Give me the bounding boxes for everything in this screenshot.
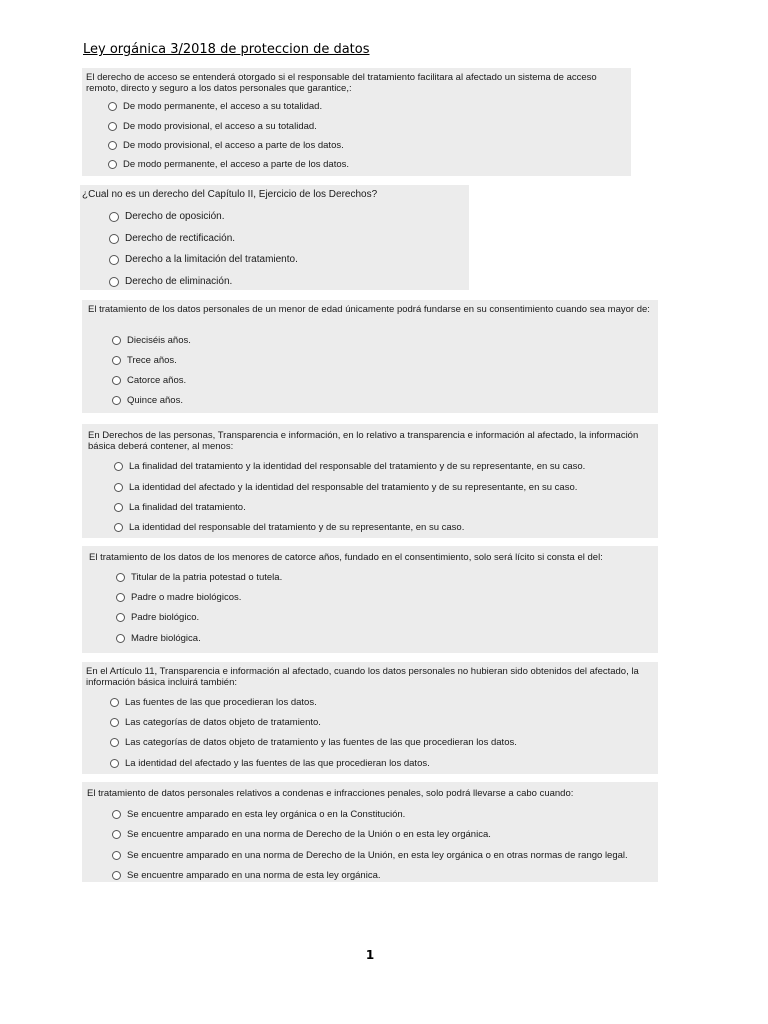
option-4b[interactable] — [114, 482, 577, 493]
option-6b[interactable] — [110, 717, 321, 728]
option-label: Padre biológico. — [131, 612, 200, 623]
option-label: Las categorías de datos objeto de tratamiento y las fuentes de las que procedieran los datos. — [125, 737, 517, 748]
option-label: Se encuentre amparado en esta ley orgánica o en la Constitución. — [127, 809, 406, 820]
option-7d[interactable] — [112, 870, 381, 881]
option-7a[interactable] — [112, 809, 405, 820]
option-label: La identidad del afectado y la identidad del responsable del tratamiento y de su representante, en su caso. — [129, 482, 578, 493]
option-label: Las categorías de datos objeto de tratamiento. — [125, 717, 321, 728]
option-6d[interactable] — [110, 758, 430, 769]
option-label: La identidad del afectado y las fuentes de las que procedieran los datos. — [125, 758, 430, 769]
question-2 — [80, 185, 469, 290]
radio-button[interactable] — [112, 871, 121, 880]
question-text: El tratamiento de los datos personales de un menor de edad únicamente podrá fundarse en su consentimiento cuando sea mayor de: — [88, 304, 650, 315]
option-5a[interactable] — [116, 572, 282, 583]
option-6a[interactable] — [110, 697, 317, 708]
radio-button[interactable] — [110, 718, 119, 727]
radio-button[interactable] — [112, 356, 121, 365]
radio-button[interactable] — [110, 738, 119, 747]
question-text: El derecho de acceso se entenderá otorgado si el responsable del tratamiento facilitara al afectado un sistema de acceso remoto, directo y seguro a los datos personales que garantice,: — [86, 72, 597, 94]
radio-button[interactable] — [110, 759, 119, 768]
option-label: Se encuentre amparado en una norma de Derecho de la Unión, en esta ley orgánica o en otras normas de rango legal. — [127, 850, 628, 861]
option-2a[interactable] — [109, 211, 225, 222]
option-label: Dieciséis años. — [127, 335, 191, 346]
option-7c[interactable] — [112, 850, 628, 861]
option-label: De modo provisional, el acceso a parte de los datos. — [123, 140, 344, 151]
radio-button[interactable] — [108, 102, 117, 111]
radio-button[interactable] — [112, 336, 121, 345]
option-label: Catorce años. — [127, 375, 187, 386]
option-label: La finalidad del tratamiento y la identidad del responsable del tratamiento y de su representante, en su caso. — [129, 461, 586, 472]
option-label: Derecho de eliminación. — [125, 276, 233, 287]
option-2d[interactable] — [109, 276, 232, 287]
option-label: Quince años. — [127, 395, 183, 406]
option-label: Derecho de oposición. — [125, 211, 225, 222]
radio-button[interactable] — [116, 634, 125, 643]
question-text: El tratamiento de datos personales relativos a condenas e infracciones penales, solo podrá llevarse a cabo cuando: — [87, 788, 574, 799]
option-label: De modo permanente, el acceso a parte de los datos. — [123, 159, 350, 170]
question-7 — [82, 782, 658, 882]
question-text: ¿Cual no es un derecho del Capítulo II, Ejercicio de los Derechos? — [82, 189, 378, 200]
radio-button[interactable] — [114, 523, 123, 532]
page-number: 1 — [365, 948, 375, 962]
radio-button[interactable] — [116, 593, 125, 602]
radio-button[interactable] — [108, 122, 117, 131]
radio-button[interactable] — [112, 396, 121, 405]
radio-button[interactable] — [112, 376, 121, 385]
option-label: Se encuentre amparado en una norma de esta ley orgánica. — [127, 870, 381, 881]
option-1c[interactable] — [108, 140, 344, 151]
option-label: De modo provisional, el acceso a su totalidad. — [123, 121, 317, 132]
question-text: En el Artículo 11, Transparencia e información al afectado, cuando los datos personales no hubieran sido obtenidos del afectado, la información básica incluirá también: — [86, 666, 639, 688]
radio-button[interactable] — [110, 698, 119, 707]
option-label: Padre o madre biológicos. — [131, 592, 242, 603]
option-4c[interactable] — [114, 502, 246, 513]
radio-button[interactable] — [116, 573, 125, 582]
option-2c[interactable] — [109, 254, 298, 265]
radio-button[interactable] — [108, 141, 117, 150]
option-label: De modo permanente, el acceso a su totalidad. — [123, 101, 323, 112]
option-5c[interactable] — [116, 612, 199, 623]
option-3d[interactable] — [112, 395, 183, 406]
option-1a[interactable] — [108, 101, 322, 112]
radio-button[interactable] — [112, 810, 121, 819]
option-label: La identidad del responsable del tratamiento y de su representante, en su caso. — [129, 522, 465, 533]
question-text: En Derechos de las personas, Transparencia e información, en lo relativo a transparencia e información al afectado, la información básica deberá contener, al menos: — [88, 430, 639, 452]
option-label: Titular de la patria potestad o tutela. — [131, 572, 283, 583]
option-5d[interactable] — [116, 633, 201, 644]
question-4 — [82, 424, 658, 538]
question-6 — [82, 662, 658, 774]
option-1b[interactable] — [108, 121, 317, 132]
question-3 — [82, 300, 658, 413]
question-text: El tratamiento de los datos de los menores de catorce años, fundado en el consentimiento, solo será lícito si consta el del: — [89, 552, 603, 563]
radio-button[interactable] — [114, 483, 123, 492]
option-label: Las fuentes de las que procedieran los datos. — [125, 697, 317, 708]
option-label: Derecho a la limitación del tratamiento. — [125, 254, 298, 265]
option-label: Trece años. — [127, 355, 177, 366]
option-label: La finalidad del tratamiento. — [129, 502, 246, 513]
radio-button[interactable] — [109, 212, 119, 222]
option-3a[interactable] — [112, 335, 191, 346]
option-4d[interactable] — [114, 522, 464, 533]
radio-button[interactable] — [114, 503, 123, 512]
option-5b[interactable] — [116, 592, 241, 603]
question-1 — [82, 68, 631, 176]
radio-button[interactable] — [114, 462, 123, 471]
radio-button[interactable] — [112, 851, 121, 860]
document-title: Ley orgánica 3/2018 de proteccion de datos — [83, 42, 370, 57]
question-5 — [82, 546, 658, 653]
option-3c[interactable] — [112, 375, 186, 386]
radio-button[interactable] — [109, 277, 119, 287]
radio-button[interactable] — [112, 830, 121, 839]
option-7b[interactable] — [112, 829, 491, 840]
option-6c[interactable] — [110, 737, 517, 748]
radio-button[interactable] — [116, 613, 125, 622]
option-3b[interactable] — [112, 355, 177, 366]
option-label: Derecho de rectificación. — [125, 233, 236, 244]
option-label: Madre biológica. — [131, 633, 201, 644]
radio-button[interactable] — [109, 255, 119, 265]
option-1d[interactable] — [108, 159, 349, 170]
radio-button[interactable] — [108, 160, 117, 169]
radio-button[interactable] — [109, 234, 119, 244]
option-4a[interactable] — [114, 461, 585, 472]
option-label: Se encuentre amparado en una norma de Derecho de la Unión o en esta ley orgánica. — [127, 829, 491, 840]
option-2b[interactable] — [109, 233, 235, 244]
